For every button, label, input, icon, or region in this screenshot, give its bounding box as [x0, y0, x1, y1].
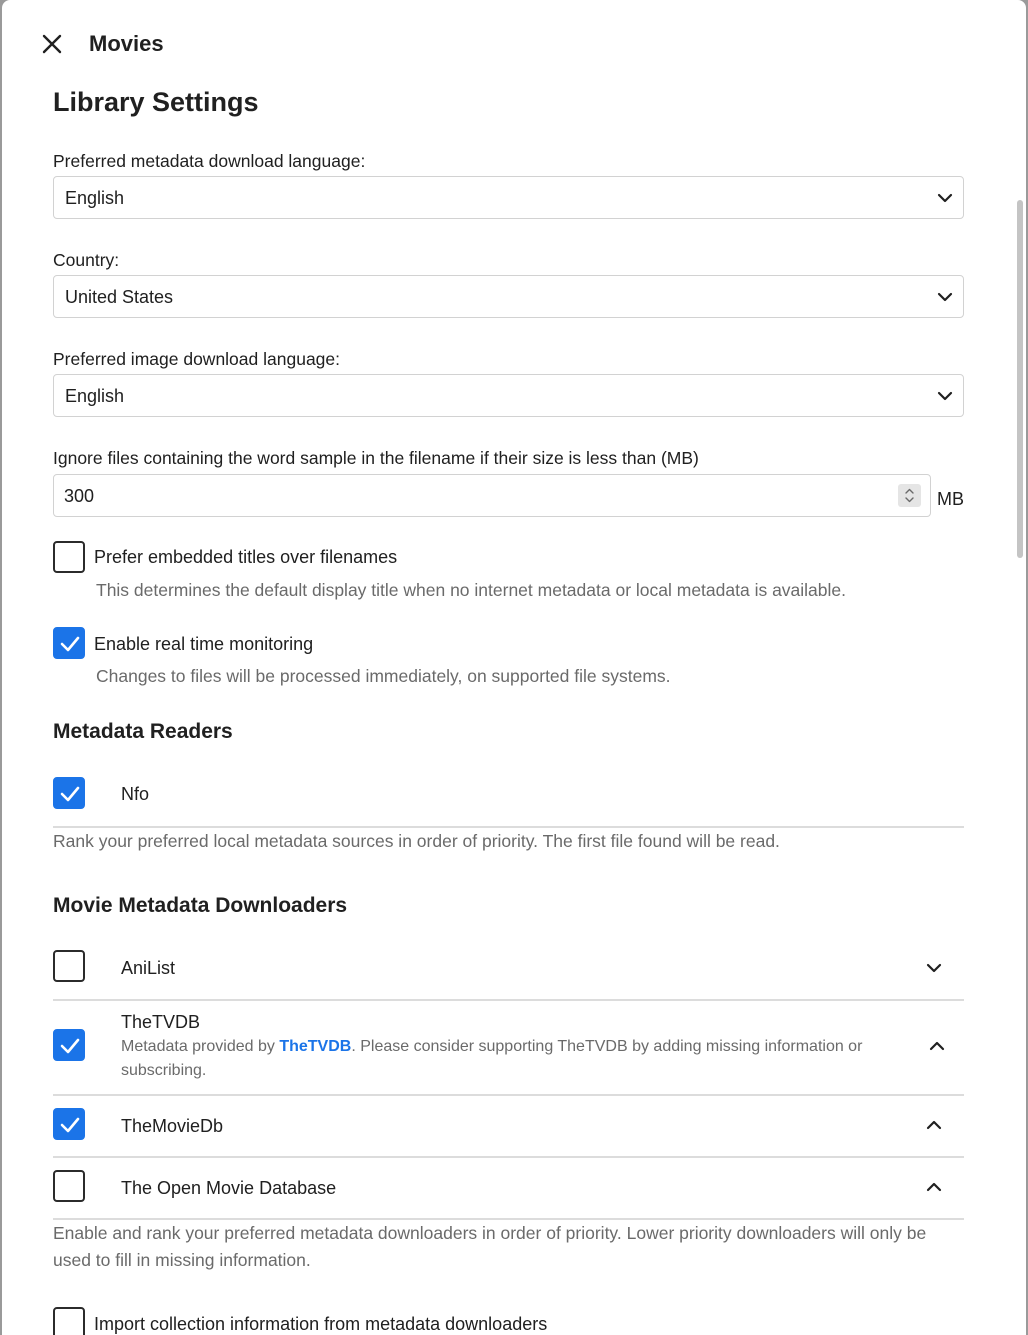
metadata-language-value: English [65, 188, 125, 208]
image-language-select[interactable] [53, 374, 964, 417]
chevron-down-icon[interactable] [924, 958, 944, 978]
metadata-language-label: Preferred metadata download language: [53, 151, 366, 171]
chevron-down-icon [936, 387, 954, 405]
realtime-monitoring-checkbox[interactable] [53, 627, 85, 659]
metadata-language-select[interactable] [53, 176, 964, 219]
anilist-checkbox[interactable] [53, 950, 85, 982]
check-icon [59, 1115, 81, 1135]
omdb-checkbox[interactable] [53, 1170, 85, 1202]
downloader-name-omdb: The Open Movie Database [121, 1178, 337, 1198]
check-icon [59, 784, 81, 804]
check-icon [59, 634, 81, 654]
downloaders-title: Movie Metadata Downloaders [53, 894, 348, 917]
thetvdb-desc-suffix: . Please consider supporting TheTVDB by adding missing information or subscribing. [121, 1038, 863, 1079]
number-spinner[interactable] [898, 484, 921, 507]
divider [53, 1094, 964, 1096]
divider [53, 999, 964, 1001]
downloaders-help: Enable and rank your preferred metadata downloaders in order of priority. Lower priority downloaders will only be used to fill in missing information. [53, 1223, 927, 1270]
reader-name-nfo: Nfo [121, 784, 150, 804]
divider [53, 1156, 964, 1158]
close-icon [37, 29, 67, 59]
country-label: Country: [53, 250, 120, 270]
prefer-embedded-checkbox[interactable] [53, 541, 85, 573]
thetvdb-description [121, 1035, 901, 1083]
import-collection-label: Import collection information from metadata downloaders [94, 1314, 548, 1334]
dialog-title: Movies [89, 31, 164, 56]
check-icon [59, 1036, 81, 1056]
downloader-name-anilist: AniList [121, 958, 176, 978]
dialog-header [2, 0, 1026, 86]
library-settings-dialog [2, 0, 1026, 1335]
image-language-label: Preferred image download language: [53, 349, 340, 369]
sample-size-label: Ignore files containing the word sample in the filename if their size is less than (MB) [53, 448, 699, 468]
realtime-monitoring-description: Changes to files will be processed immediately, on supported file systems. [96, 666, 671, 686]
prefer-embedded-label: Prefer embedded titles over filenames [94, 547, 398, 567]
chevron-up-icon[interactable] [924, 1115, 944, 1135]
chevron-up-icon[interactable] [924, 1177, 944, 1197]
sample-size-input[interactable] [53, 474, 931, 517]
chevron-up-icon[interactable] [927, 1036, 947, 1056]
thetvdb-checkbox[interactable] [53, 1029, 85, 1061]
sample-size-value: 300 [64, 486, 95, 506]
import-collection-checkbox[interactable] [53, 1307, 85, 1335]
chevron-down-icon [936, 288, 954, 306]
chevron-down-icon [936, 189, 954, 207]
country-select[interactable] [53, 275, 964, 318]
themoviedb-checkbox[interactable] [53, 1108, 85, 1140]
downloader-name-thetvdb: TheTVDB [121, 1012, 201, 1032]
metadata-readers-title: Metadata Readers [53, 720, 233, 743]
sample-size-unit: MB [937, 489, 964, 509]
close-button[interactable] [37, 29, 67, 59]
image-language-value: English [65, 386, 125, 406]
prefer-embedded-description: This determines the default display title when no internet metadata or local metadata is available. [96, 580, 847, 600]
country-value: United States [65, 287, 174, 307]
thetvdb-desc-prefix: Metadata provided by [121, 1038, 280, 1055]
scrollbar[interactable] [1017, 200, 1023, 558]
nfo-checkbox[interactable] [53, 777, 85, 809]
page-title: Library Settings [53, 87, 259, 117]
metadata-readers-help: Rank your preferred local metadata sources in order of priority. The first file found will be read. [53, 831, 780, 851]
divider [53, 826, 964, 828]
downloader-name-themoviedb: TheMovieDb [121, 1116, 224, 1136]
realtime-monitoring-label: Enable real time monitoring [94, 634, 314, 654]
thetvdb-link[interactable]: TheTVDB [279, 1038, 352, 1055]
